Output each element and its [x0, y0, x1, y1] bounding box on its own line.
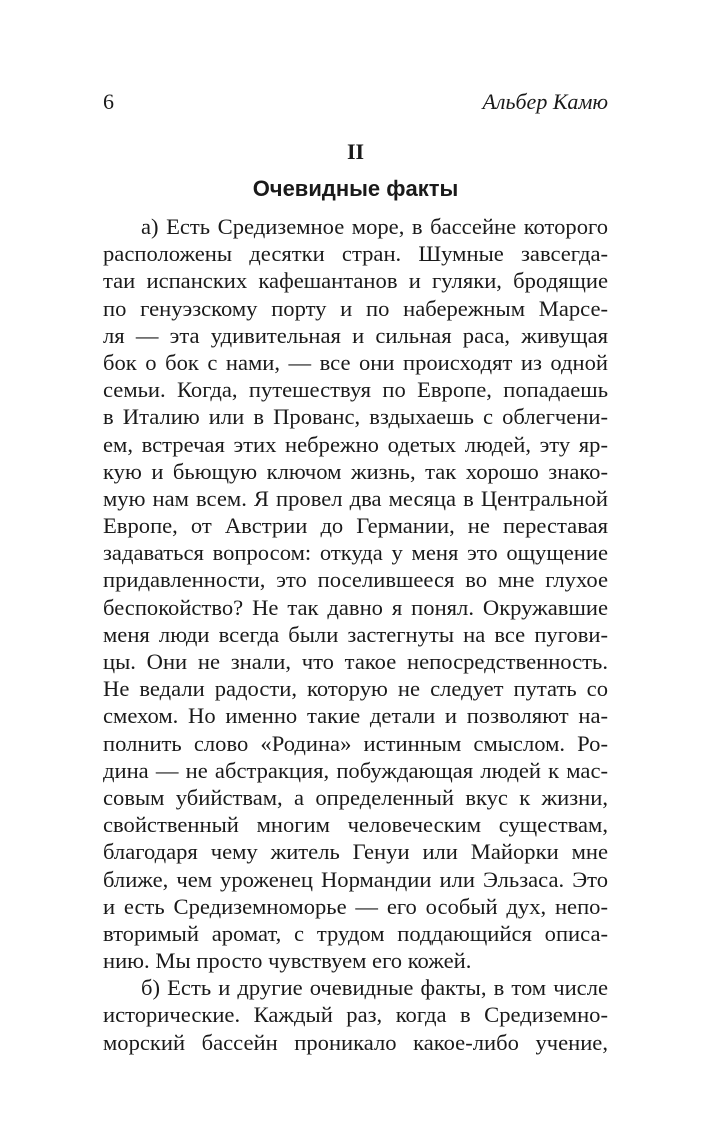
text-line: мую нам всем. Я провел два месяца в Центральной	[103, 485, 608, 511]
paragraph	[103, 974, 608, 1056]
text-line: совым убийствам, а определенный вкус к жизни,	[103, 784, 608, 810]
text-line: придавленности, это поселившееся во мне глухое	[103, 567, 608, 593]
text-line: беспокойство? Не так давно я понял. Окружавшие	[103, 594, 608, 620]
text-line: Европе, от Австрии до Германии, не переставая	[103, 513, 608, 539]
text-line: исторические. Каждый раз, когда в Средиземно-	[103, 1002, 608, 1028]
text-line: по генуэзскому порту и по набережным Марсе-	[103, 295, 608, 321]
text-line: смехом. Но именно такие детали и позволяют на-	[103, 703, 608, 729]
text-line: вторимый аромат, с трудом поддающийся описа-	[103, 920, 608, 946]
text-line: полнить слово «Родина» истинным смыслом. Ро-	[103, 730, 608, 756]
body-text	[103, 213, 608, 1056]
text-line: свойственный многим человеческим существам,	[103, 812, 608, 838]
text-line: семьи. Когда, путешествуя по Европе, попадаешь	[103, 377, 608, 403]
text-line: кую и бьющую ключом жизнь, так хорошо знако-	[103, 458, 608, 484]
text-line: морский бассейн проникало какое-либо учение,	[103, 1029, 608, 1055]
chapter-title: Очевидные факты	[252, 176, 459, 201]
text-line: таи испанских кафешантанов и гуляки, бродящие	[103, 268, 608, 294]
text-line: в Италию или в Прованс, вздыхаешь с облегчени-	[103, 404, 608, 430]
chapter-number: II	[346, 139, 365, 164]
page-number: 6	[103, 89, 114, 114]
text-line: б) Есть и другие очевидные факты, в том числе	[141, 975, 608, 1001]
text-line: дина — не абстракция, побуждающая людей к мас-	[103, 757, 608, 783]
text-line: цы. Они не знали, что такое непосредственность.	[103, 649, 608, 674]
text-line: Не ведали радости, которую не следует путать со	[103, 676, 608, 702]
running-head	[103, 88, 608, 116]
text-line: ля — эта удивительная и сильная раса, живущая	[103, 322, 608, 348]
text-line: благодаря чему житель Генуи или Майорки мне	[103, 839, 608, 865]
text-line: расположены десятки стран. Шумные завсегда-	[103, 241, 608, 267]
paragraph	[103, 213, 608, 974]
text-line: задаваться вопросом: откуда у меня это ощущение	[103, 540, 608, 566]
text-line: бок о бок с нами, — все они происходят из одной	[103, 349, 608, 375]
text-line: и есть Средиземноморье — его особый дух, непо-	[103, 893, 608, 919]
text-line: ем, встречая этих небрежно одетых людей, эту яр-	[103, 431, 608, 457]
text-line: нию. Мы просто чувствуем его кожей.	[103, 948, 472, 974]
text-line: ближе, чем уроженец Нормандии или Эльзаса. Это	[103, 866, 608, 892]
text-line: а) Есть Средиземное море, в бассейне которого	[141, 214, 608, 239]
author-name: Альбер Камю	[482, 89, 608, 114]
text-line: меня люди всегда были застегнуты на все пугови-	[103, 621, 608, 647]
